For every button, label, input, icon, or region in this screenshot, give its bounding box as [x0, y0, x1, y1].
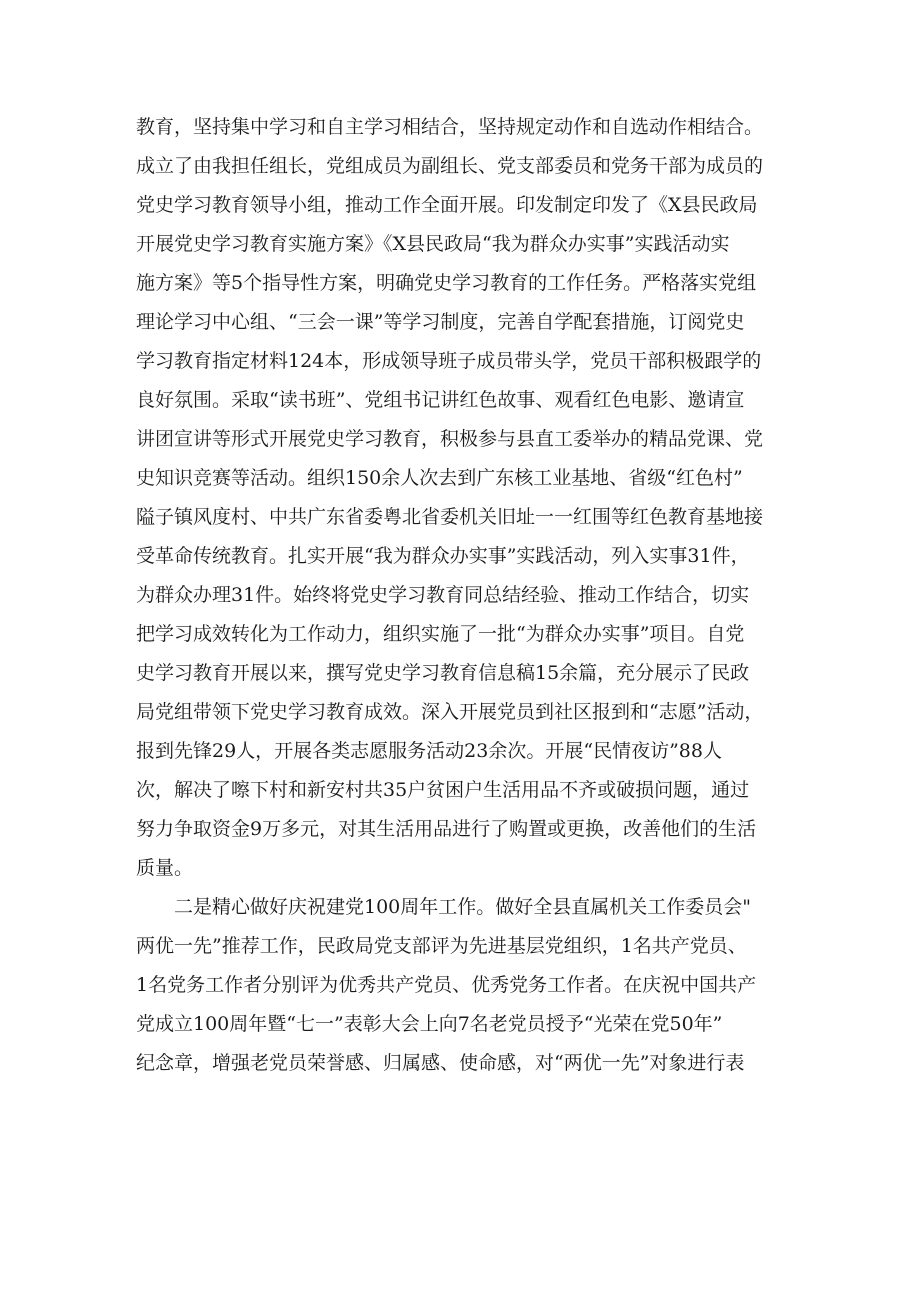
text-line: 史知识竞赛等活动。组织150余人次去到广东核工业基地、省级“红色村” — [136, 467, 743, 489]
text-line: 党史学习教育领导小组，推动工作全面开展。印发制定印发了《X县民政局 — [136, 194, 758, 216]
body-text — [136, 108, 796, 1083]
text-line: 开展党史学习教育实施方案》《X县民政局“我为群众办实事”实践活动实 — [136, 233, 730, 255]
text-line: 党成立100周年暨“七一”表彰大会上向7名老党员授予“光荣在党50年” — [136, 1013, 723, 1035]
text-line: 为群众办理31件。始终将党史学习教育同总结经验、推动工作结合，切实 — [136, 584, 750, 606]
text-line: 局党组带领下党史学习教育成效。深入开展党员到社区报到和“志愿”活动， — [136, 701, 764, 723]
text-line: 隘子镇风度村、中共广东省委粤北省委机关旧址一一红围等红色教育基地接 — [136, 506, 764, 528]
text-line: 报到先锋29人，开展各类志愿服务活动23余次。开展“民情夜访”88人 — [136, 740, 722, 762]
text-line: 讲团宣讲等形式开展党史学习教育，积极参与县直工委举办的精品党课、党 — [136, 428, 764, 450]
text-line: 质量。 — [136, 857, 194, 879]
text-line: 纪念章，增强老党员荣誉感、归属感、使命感，对“两优一先”对象进行表 — [136, 1052, 745, 1074]
text-line: 受革命传统教育。扎实开展“我为群众办实事”实践活动，列入实事31件， — [136, 545, 750, 567]
text-line: 教育，坚持集中学习和自主学习相结合，坚持规定动作和自选动作相结合。 — [136, 116, 764, 138]
text-line: 把学习成效转化为工作动力，组织实施了一批“为群众办实事”项目。自党 — [136, 623, 745, 645]
text-line: 良好氛围。采取“读书班”、党组书记讲红色故事、观看红色电影、邀请宣 — [136, 389, 745, 411]
text-line: 理论学习中心组、“三会一课”等学习制度，完善自学配套措施，订阅党史 — [136, 311, 745, 333]
text-line: 史学习教育开展以来，撰写党史学习教育信息稿15余篇，充分展示了民政 — [136, 662, 750, 684]
text-line: 1名党务工作者分别评为优秀共产党员、优秀党务工作者。在庆祝中国共产 — [136, 974, 757, 996]
paragraph-start-line: 二是精心做好庆祝建党100周年工作。做好全县直属机关工作委员会" — [136, 896, 752, 918]
text-line: 两优一先”推荐工作，民政局党支部评为先进基层党组织，1名共产党员、 — [136, 935, 747, 957]
text-line: 次，解决了嚓下村和新安村共35户贫困户生活用品不齐或破损问题，通过 — [136, 779, 750, 801]
text-line: 成立了由我担任组长，党组成员为副组长、党支部委员和党务干部为成员的 — [136, 155, 764, 177]
text-line: 努力争取资金9万多元，对其生活用品进行了购置或更换，改善他们的生活 — [136, 818, 757, 840]
text-line: 施方案》等5个指导性方案，明确党史学习教育的工作任务。严格落实党组 — [136, 272, 757, 294]
text-line: 学习教育指定材料124本，形成领导班子成员带头学，党员干部积极跟学的 — [136, 350, 762, 372]
